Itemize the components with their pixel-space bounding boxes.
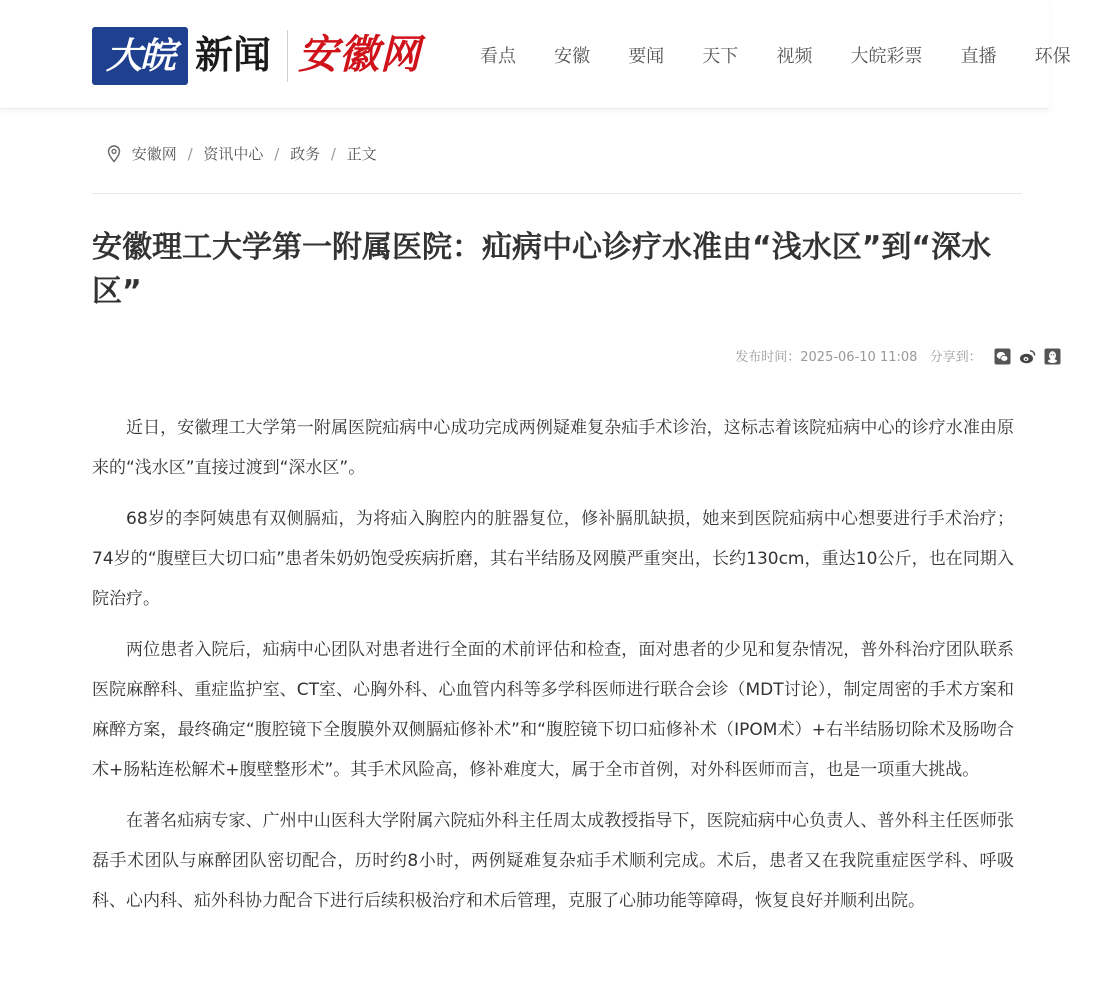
- weibo-icon[interactable]: [1019, 348, 1036, 365]
- article-meta: [735, 347, 1061, 369]
- dawan-logo[interactable]: 大皖: [92, 27, 188, 85]
- breadcrumb-separator: /: [274, 145, 280, 163]
- publish-label: 发布时间：: [735, 350, 801, 365]
- breadcrumb-item-news-center[interactable]: 资讯中心: [203, 145, 264, 163]
- nav-item-video[interactable]: 视频: [776, 46, 813, 67]
- nav-item-lottery[interactable]: 大皖彩票: [850, 46, 923, 67]
- nav-item-live[interactable]: 直播: [960, 46, 997, 67]
- breadcrumb-separator: /: [187, 145, 193, 163]
- share-label: 分享到：: [929, 350, 982, 365]
- article-paragraph: 在著名疝病专家、广州中山医科大学附属六院疝外科主任周太成教授指导下，医院疝病中心负责人、普外科主任医师张磊手术团队与麻醉团队密切配合，历时约8小时，两例疑难复杂疝手术顺利完成。术后，患者又在我院重症医学科、呼吸科、心内科、疝外科协力配合下进行后续积极治疗和术后管理，克服了心肺功能等障碍，恢复良好并顺利出院。: [92, 811, 1014, 911]
- breadcrumb-item-politics[interactable]: 政务: [290, 145, 321, 163]
- article-paragraph: 两位患者入院后，疝病中心团队对患者进行全面的术前评估和检查，面对患者的少见和复杂情况，普外科治疗团队联系医院麻醉科、重症监护室、CT室、心胸外科、心血管内科等多学科医师进行联合会诊（MDT讨论），制定周密的手术方案和麻醉方案，最终确定“腹腔镜下全腹膜外双侧膈疝修补术”和“腹腔镜下切口疝修补术（IPOM术）+右半结肠切除术及肠吻合术+肠粘连松解术+腹壁整形术”。其手术风险高，修补难度大，属于全市首例，对外科医师而言，也是一项重大挑战。: [92, 640, 1014, 780]
- article-paragraph: 68岁的李阿姨患有双侧膈疝，为将疝入胸腔内的脏器复位，修补膈肌缺损，她来到医院疝病中心想要进行手术治疗；74岁的“腹壁巨大切口疝”患者朱奶奶饱受疾病折磨，其右半结肠及网膜严重突出，长约130cm，重达10公斤，也在同期入院治疗。: [92, 509, 1014, 609]
- location-pin-icon: [107, 145, 121, 163]
- qq-icon[interactable]: [1044, 348, 1061, 365]
- nav-item-anhui[interactable]: 安徽: [554, 46, 591, 67]
- article-body: [92, 408, 1014, 932]
- breadcrumb-item-main-text: 正文: [346, 145, 377, 163]
- logo-news-text[interactable]: 新闻: [195, 33, 272, 77]
- breadcrumb: [107, 143, 377, 165]
- anhui-net-logo[interactable]: 安徽网: [298, 31, 421, 78]
- nav-item-tianxia[interactable]: 天下: [702, 46, 739, 67]
- breadcrumb-separator: /: [330, 145, 336, 163]
- breadcrumb-divider: [92, 193, 1022, 194]
- nav-item-environment[interactable]: 环保: [1034, 46, 1071, 67]
- logo-divider: [287, 30, 288, 82]
- breadcrumb-item-anhui-net[interactable]: 安徽网: [131, 145, 177, 163]
- nav-item-yaowen[interactable]: 要闻: [628, 46, 665, 67]
- article-paragraph: 近日，安徽理工大学第一附属医院疝病中心成功完成两例疑难复杂疝手术诊治，这标志着该院疝病中心的诊疗水准由原来的“浅水区”直接过渡到“深水区”。: [92, 418, 1014, 478]
- publish-time: 2025-06-10 11:08: [800, 350, 918, 365]
- article-title: 安徽理工大学第一附属医院：疝病中心诊疗水准由“浅水区”到“深水区”: [92, 230, 992, 309]
- nav-item-kandian[interactable]: 看点: [480, 46, 516, 67]
- main-nav: [480, 44, 1104, 70]
- share-icons: [990, 348, 1061, 373]
- site-header: [0, 0, 1071, 109]
- wechat-icon[interactable]: [994, 348, 1011, 365]
